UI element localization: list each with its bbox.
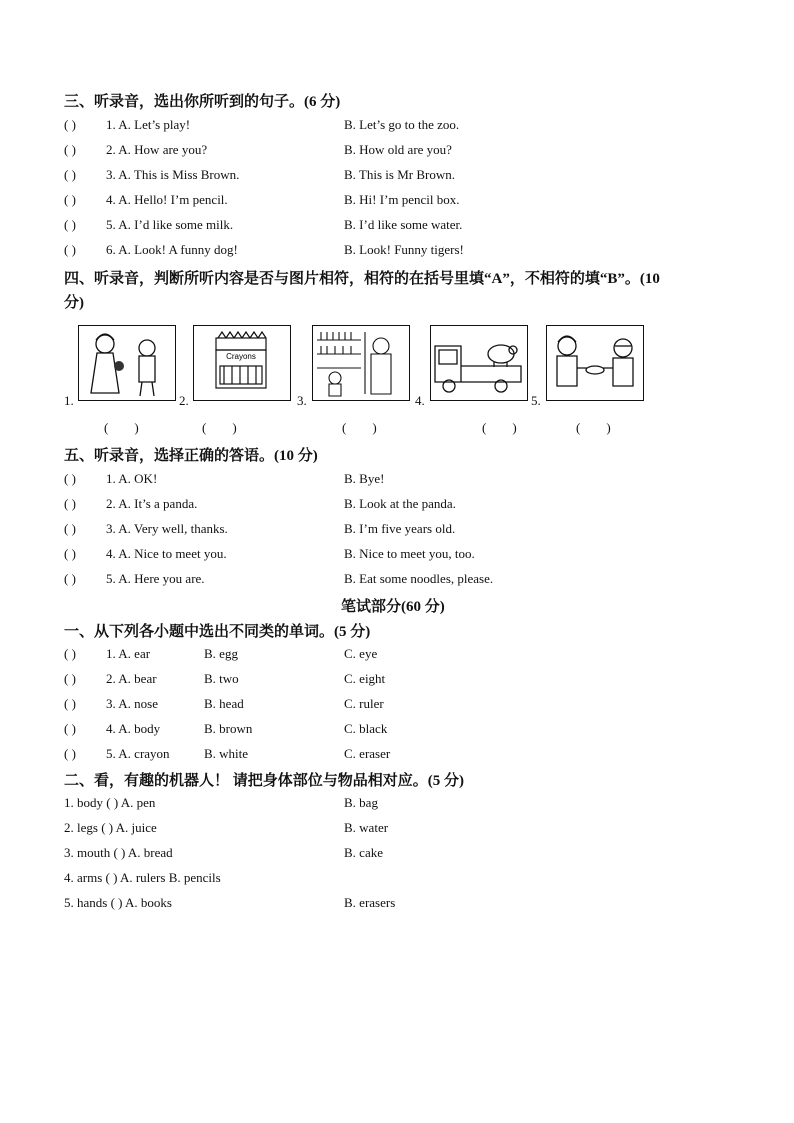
match-prompt[interactable]: 1. body ( ) A. pen xyxy=(64,795,156,810)
picture-answer-blank[interactable]: ( ) xyxy=(104,420,139,435)
section4-title-line2: 分) xyxy=(64,295,84,311)
picture-girl-and-boy xyxy=(78,325,176,401)
option-a: 4. A. body xyxy=(106,721,161,736)
option-b: B. Bye! xyxy=(344,471,385,486)
written1-item xyxy=(64,721,764,741)
option-b: B. brown xyxy=(204,721,253,736)
written2-item xyxy=(64,845,764,865)
picture-number: 2. xyxy=(179,393,189,408)
section5-item xyxy=(64,571,764,591)
section3-item xyxy=(64,167,764,187)
option-c: C. eye xyxy=(344,646,378,661)
written2-item xyxy=(64,895,764,915)
option-a: 1. A. ear xyxy=(106,646,151,661)
option-b: B. egg xyxy=(204,646,238,661)
written2-item xyxy=(64,870,764,890)
written1-item xyxy=(64,746,764,766)
picture-answer-blank[interactable]: ( ) xyxy=(482,420,517,435)
picture-answer-blank[interactable]: ( ) xyxy=(202,420,237,435)
answer-blank[interactable]: ( ) xyxy=(64,242,76,257)
match-prompt[interactable]: 3. mouth ( ) A. bread xyxy=(64,845,173,860)
option-a: 3. A. This is Miss Brown. xyxy=(106,167,240,182)
section5-item xyxy=(64,521,764,541)
answer-blank[interactable]: ( ) xyxy=(64,646,76,661)
option-b: B. This is Mr Brown. xyxy=(344,167,455,182)
answer-blank[interactable]: ( ) xyxy=(64,167,76,182)
picture-crayon-box xyxy=(193,325,291,401)
written2-item xyxy=(64,820,764,840)
answer-blank[interactable]: ( ) xyxy=(64,496,76,511)
answer-blank[interactable]: ( ) xyxy=(64,571,76,586)
section3-item xyxy=(64,192,764,212)
answer-blank[interactable]: ( ) xyxy=(64,546,76,561)
section3-item xyxy=(64,117,764,137)
option-a: 5. A. crayon xyxy=(106,746,170,761)
option-a: 5. A. I’d like some milk. xyxy=(106,217,234,232)
match-prompt[interactable]: 4. arms ( ) A. rulers B. pencils xyxy=(64,870,221,885)
answer-blank[interactable]: ( ) xyxy=(64,117,76,132)
option-c: C. ruler xyxy=(344,696,384,711)
option-b: B. Look at the panda. xyxy=(344,496,456,511)
section3-title: 三、听录音，选出你所听到的句子。(6 分) xyxy=(64,94,341,110)
match-prompt[interactable]: 5. hands ( ) A. books xyxy=(64,895,172,910)
answer-blank[interactable]: ( ) xyxy=(64,721,76,736)
option-c: C. eraser xyxy=(344,746,391,761)
option-a: 2. A. bear xyxy=(106,671,157,686)
written1-item xyxy=(64,646,764,666)
written2-title: 二、看，有趣的机器人！ 请把身体部位与物品相对应。(5 分) xyxy=(64,773,464,789)
option-b: B. erasers xyxy=(344,895,396,910)
option-b: B. I’d like some water. xyxy=(344,217,463,232)
option-b: B. two xyxy=(204,671,239,686)
option-b: B. white xyxy=(204,746,249,761)
section4-title-line1: 四、听录音，判断所听内容是否与图片相符，相符的在括号里填“A”，不相符的填“B”。(10 xyxy=(64,271,660,287)
match-prompt[interactable]: 2. legs ( ) A. juice xyxy=(64,820,157,835)
picture-truck-with-pig xyxy=(430,325,528,401)
option-a: 2. A. How are you? xyxy=(106,142,208,157)
written1-item xyxy=(64,696,764,716)
answer-blank[interactable]: ( ) xyxy=(64,696,76,711)
picture-number: 5. xyxy=(531,393,541,408)
option-a: 1. A. Let’s play! xyxy=(106,117,191,132)
option-c: C. eight xyxy=(344,671,386,686)
section5-title: 五、听录音，选择正确的答语。(10 分) xyxy=(64,448,318,464)
picture-answer-blank[interactable]: ( ) xyxy=(342,420,377,435)
option-b: B. cake xyxy=(344,845,383,860)
option-a: 2. A. It’s a panda. xyxy=(106,496,198,511)
option-a: 4. A. Nice to meet you. xyxy=(106,546,227,561)
written1-title: 一、从下列各小题中选出不同类的单词。(5 分) xyxy=(64,624,371,640)
answer-blank[interactable]: ( ) xyxy=(64,192,76,207)
option-a: 6. A. Look! A funny dog! xyxy=(106,242,238,257)
section3-item xyxy=(64,242,764,262)
picture-number: 1. xyxy=(64,393,74,408)
option-a: 5. A. Here you are. xyxy=(106,571,205,586)
written1-item xyxy=(64,671,764,691)
option-a: 3. A. nose xyxy=(106,696,158,711)
picture-answer-blank[interactable]: ( ) xyxy=(576,420,611,435)
picture-shop-scene xyxy=(312,325,410,401)
crayons-label: Crayons xyxy=(226,352,256,361)
option-b: B. Eat some noodles, please. xyxy=(344,571,494,586)
option-b: B. water xyxy=(344,820,389,835)
picture-number: 3. xyxy=(297,393,307,408)
option-a: 4. A. Hello! I’m pencil. xyxy=(106,192,228,207)
picture-two-people-eating xyxy=(546,325,644,401)
option-b: B. bag xyxy=(344,795,378,810)
answer-blank[interactable]: ( ) xyxy=(64,521,76,536)
answer-blank[interactable]: ( ) xyxy=(64,471,76,486)
answer-blank[interactable]: ( ) xyxy=(64,671,76,686)
option-b: B. How old are you? xyxy=(344,142,452,157)
picture-number: 4. xyxy=(415,393,425,408)
section3-item xyxy=(64,217,764,237)
option-c: C. black xyxy=(344,721,388,736)
option-b: B. Hi! I’m pencil box. xyxy=(344,192,460,207)
written-part-title: 笔试部分(60 分) xyxy=(341,599,445,615)
section3-item xyxy=(64,142,764,162)
option-b: B. Look! Funny tigers! xyxy=(344,242,464,257)
answer-blank[interactable]: ( ) xyxy=(64,217,76,232)
answer-blank[interactable]: ( ) xyxy=(64,746,76,761)
option-b: B. I’m five years old. xyxy=(344,521,456,536)
section5-item xyxy=(64,496,764,516)
option-b: B. Nice to meet you, too. xyxy=(344,546,475,561)
written2-item xyxy=(64,795,764,815)
section5-item xyxy=(64,471,764,491)
option-a: 3. A. Very well, thanks. xyxy=(106,521,228,536)
option-b: B. Let’s go to the zoo. xyxy=(344,117,460,132)
option-b: B. head xyxy=(204,696,244,711)
option-a: 1. A. OK! xyxy=(106,471,158,486)
section5-item xyxy=(64,546,764,566)
answer-blank[interactable]: ( ) xyxy=(64,142,76,157)
